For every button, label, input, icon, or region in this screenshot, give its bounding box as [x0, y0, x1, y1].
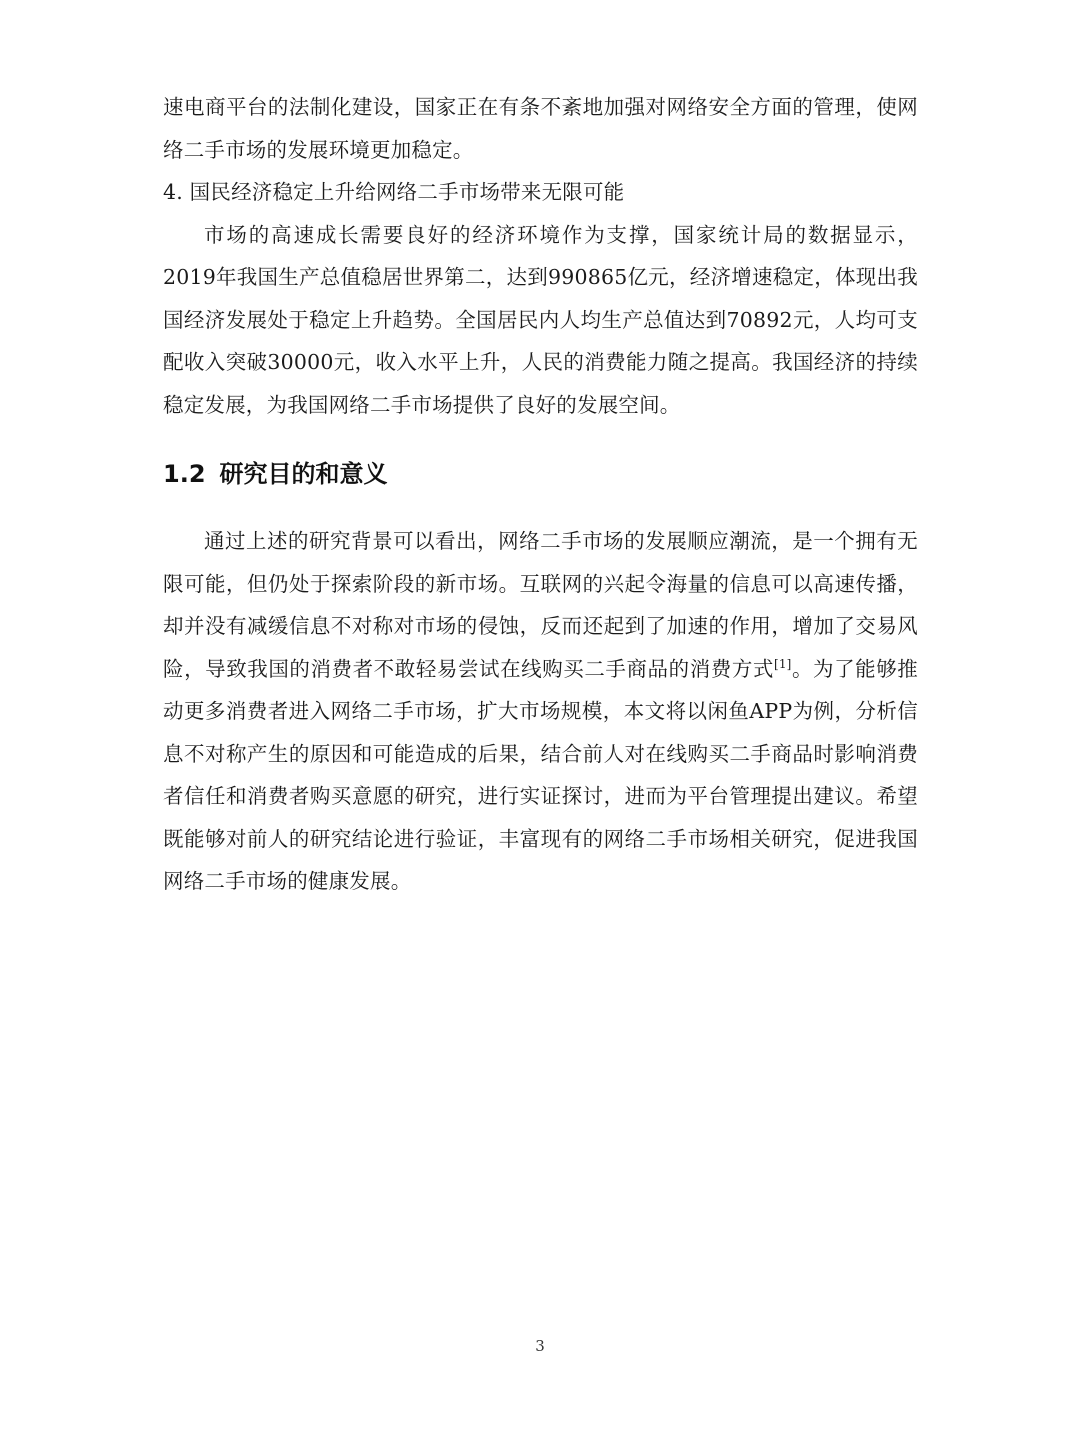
document-page: [163, 86, 918, 903]
paragraph-economic-data: 市场的高速成长需要良好的经济环境作为支撑，国家统计局的数据显示，2019年我国生产总值稳居世界第二，达到990865亿元，经济增速稳定，体现出我国经济发展处于稳定上升趋势。全国居民内人均生产总值达到70892元，人均可支配收入突破30000元，收入水平上升，人民的消费能力随之提高。我国经济的持续稳定发展，为我国网络二手市场提供了良好的发展空间。: [163, 222, 918, 417]
paragraph-text-part2: 。为了能够推动更多消费者进入网络二手市场，扩大市场规模，本文将以闲鱼APP为例，分析信息不对称产生的原因和可能造成的后果，结合前人对在线购买二手商品时影响消费者信任和消费者购买意愿的研究，进行实证探讨，进而为平台管理提出建议。希望既能够对前人的研究结论进行验证，丰富现有的网络二手市场相关研究，促进我国网络二手市场的健康发展。: [163, 656, 918, 893]
list-item-economy: 4. 国民经济稳定上升给网络二手市场带来无限可能: [163, 180, 625, 204]
page-number: 3: [535, 1337, 545, 1355]
paragraph-research-purpose: [163, 520, 918, 903]
paragraph-legal-construction: 速电商平台的法制化建设，国家正在有条不紊地加强对网络安全方面的管理，使网络二手市场的发展环境更加稳定。: [163, 95, 918, 162]
section-title: 研究目的和意义: [219, 460, 388, 488]
citation-marker[interactable]: [1]: [773, 656, 792, 671]
section-heading: [163, 454, 918, 494]
paragraph-text-part1: 通过上述的研究背景可以看出，网络二手市场的发展顺应潮流，是一个拥有无限可能，但仍处于探索阶段的新市场。互联网的兴起令海量的信息可以高速传播，却并没有减缓信息不对称对市场的侵蚀，反而还起到了加速的作用，增加了交易风险，导致我国的消费者不敢轻易尝试在线购买二手商品的消费方式: [163, 529, 918, 681]
section-number: 1.2: [163, 460, 206, 488]
